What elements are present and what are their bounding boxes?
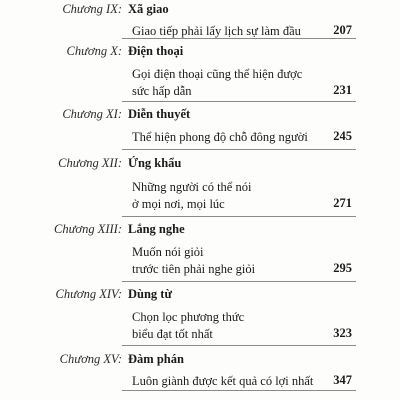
chapter-label: Chương X:	[66, 44, 122, 58]
chapter-subtitle-line: biểu đạt tốt nhất	[132, 327, 213, 341]
divider	[122, 38, 356, 39]
chapter-subtitle-line: sức hấp dẫn	[132, 84, 192, 98]
page-number: 207	[333, 23, 352, 37]
chapter-subtitle-line: Gọi điện thoại cũng thể hiện được	[132, 67, 303, 81]
chapter-subtitle-line: Muốn nói giỏi	[132, 245, 204, 259]
chapter-subtitle-line: trước tiên phải nghe giỏi	[132, 262, 256, 276]
chapter-label: Chương XI:	[62, 107, 122, 121]
page-number: 231	[333, 83, 352, 97]
chapter-title: Điện thoại	[128, 44, 184, 58]
chapter-label: Chương XII:	[58, 156, 122, 170]
divider	[122, 390, 356, 391]
chapter-title: Diễn thuyết	[128, 107, 191, 121]
chapter-subtitle-line: ở mọi nơi, mọi lúc	[132, 197, 225, 211]
page-number: 347	[333, 373, 352, 387]
chapter-subtitle-line: Giao tiếp phải lấy lịch sự làm đầu	[132, 24, 301, 38]
chapter-title: Lắng nghe	[128, 222, 185, 236]
chapter-label: Chương XV:	[59, 352, 122, 366]
chapter-title: Ứng khẩu	[128, 156, 182, 170]
divider	[122, 101, 356, 102]
chapter-label: Chương XIV:	[55, 287, 122, 301]
chapter-title: Xã giao	[128, 2, 169, 16]
chapter-subtitle-line: Thể hiện phong độ chỗ đông người	[132, 130, 308, 144]
divider	[122, 281, 356, 282]
chapter-title: Đàm phán	[128, 352, 184, 366]
chapter-label: Chương XIII:	[54, 222, 122, 236]
page-number: 271	[333, 196, 352, 210]
chapter-subtitle-line: Chọn lọc phương thức	[132, 310, 245, 324]
page-number: 323	[333, 326, 352, 340]
divider	[122, 216, 356, 217]
chapter-subtitle-line: Luôn giành được kết quả có lợi nhất	[132, 374, 314, 388]
chapter-title: Dùng từ	[128, 287, 172, 301]
chapter-label: Chương IX:	[62, 2, 122, 16]
chapter-subtitle-line: Những người có thể nói	[132, 180, 252, 194]
divider	[122, 345, 356, 346]
divider	[122, 149, 356, 150]
page-number: 295	[333, 261, 352, 275]
page-number: 245	[333, 129, 352, 143]
